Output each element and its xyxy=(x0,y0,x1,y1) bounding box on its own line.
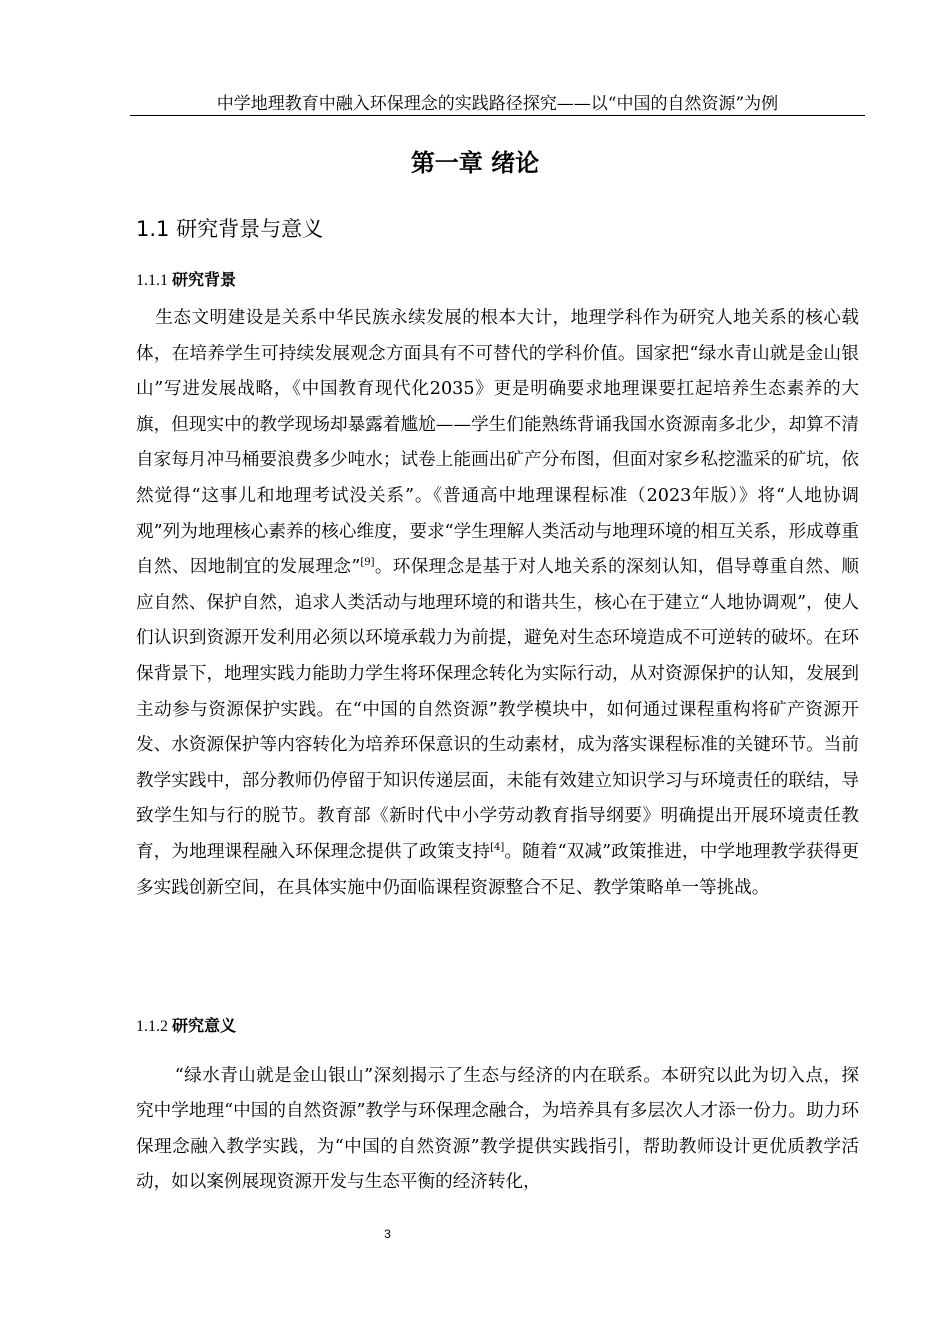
subsection-number: 1.1.2 xyxy=(136,1018,172,1035)
citation-ref: [4] xyxy=(490,841,505,853)
background-paragraph xyxy=(136,301,859,906)
header-divider xyxy=(130,115,865,116)
subsection-heading-background xyxy=(136,268,236,293)
paragraph-text: “绿水青山就是金山银山”深刻揭示了生态与经济的内在联系。本研究以此为切入点，探究中学地理“中国的自然资源”教学与环保理念融合，为培养具有多层次人才添一份力。助力环保理念融入教学实践，为“中国的自然资源”教学提供实践指引，帮助教师设计更优质教学活动，如以案例展现资源开发与生态平衡的经济转化， xyxy=(136,1066,859,1193)
subsection-heading-significance xyxy=(136,1014,236,1039)
page-number: 3 xyxy=(384,1227,391,1241)
chapter-title: 第一章 绪论 xyxy=(410,149,540,177)
subsection-title: 研究背景 xyxy=(172,270,237,289)
subsection-title: 研究意义 xyxy=(172,1016,237,1035)
subsection-number: 1.1.1 xyxy=(136,272,172,289)
citation-ref: [9] xyxy=(360,557,375,569)
significance-paragraph xyxy=(136,1059,859,1201)
running-header: 中学地理教育中融入环保理念的实践路径探究——以“中国的自然资源”为例 xyxy=(216,94,779,114)
paragraph-text: 。随着“双减”政策推进，中学地理教学获得更多实践创新空间，在具体实施中仍面临课程资源整合不足、教学策略单一等挑战。 xyxy=(136,841,859,898)
paragraph-text: 。环保理念是基于对人地关系的深刻认知，倡导尊重自然、顺应自然、保护自然，追求人类活动与地理环境的和谐共生，核心在于建立“人地协调观”，使人们认识到资源开发利用必须以环境承载力为前提，避免对生态环境造成不可逆转的破坏。在环保背景下，地理实践力能助力学生将环保理念转化为实际行动，从对资源保护的认知，发展到主动参与资源保护实践。在“中国的自然资源”教学模块中，如何通过课程重构将矿产资源开发、水资源保护等内容转化为培养环保意识的生动素材，成为落实课程标准的关键环节。当前教学实践中，部分教师仍停留于知识传递层面，未能有效建立知识学习与环境责任的联结，导致学生知与行的脱节。教育部《新时代中小学劳动教育指导纲要》明确提出开展环境责任教育，为地理课程融入环保理念提供了政策支持 xyxy=(136,557,859,862)
section-heading: 1.1 研究背景与意义 xyxy=(136,217,324,241)
paragraph-text: 生态文明建设是关系中华民族永续发展的根本大计，地理学科作为研究人地关系的核心载体，在培养学生可持续发展观念方面具有不可替代的学科价值。国家把“绿水青山就是金山银山”写进发展战略，《中国教育现代化2035》更是明确要求地理课要扛起培养生态素养的大旗，但现实中的教学现场却暴露着尴尬——学生们能熟练背诵我国水资源南多北少，却算不清自家每月冲马桶要浪费多少吨水；试卷上能画出矿产分布图，但面对家乡私挖滥采的矿坑，依然觉得“这事儿和地理考试没关系”。《普通高中地理课程标准（2023年版）》将“人地协调观”列为地理核心素养的核心维度，要求“学生理解人类活动与地理环境的相互关系，形成尊重自然、因地制宜的发展理念” xyxy=(136,308,859,578)
